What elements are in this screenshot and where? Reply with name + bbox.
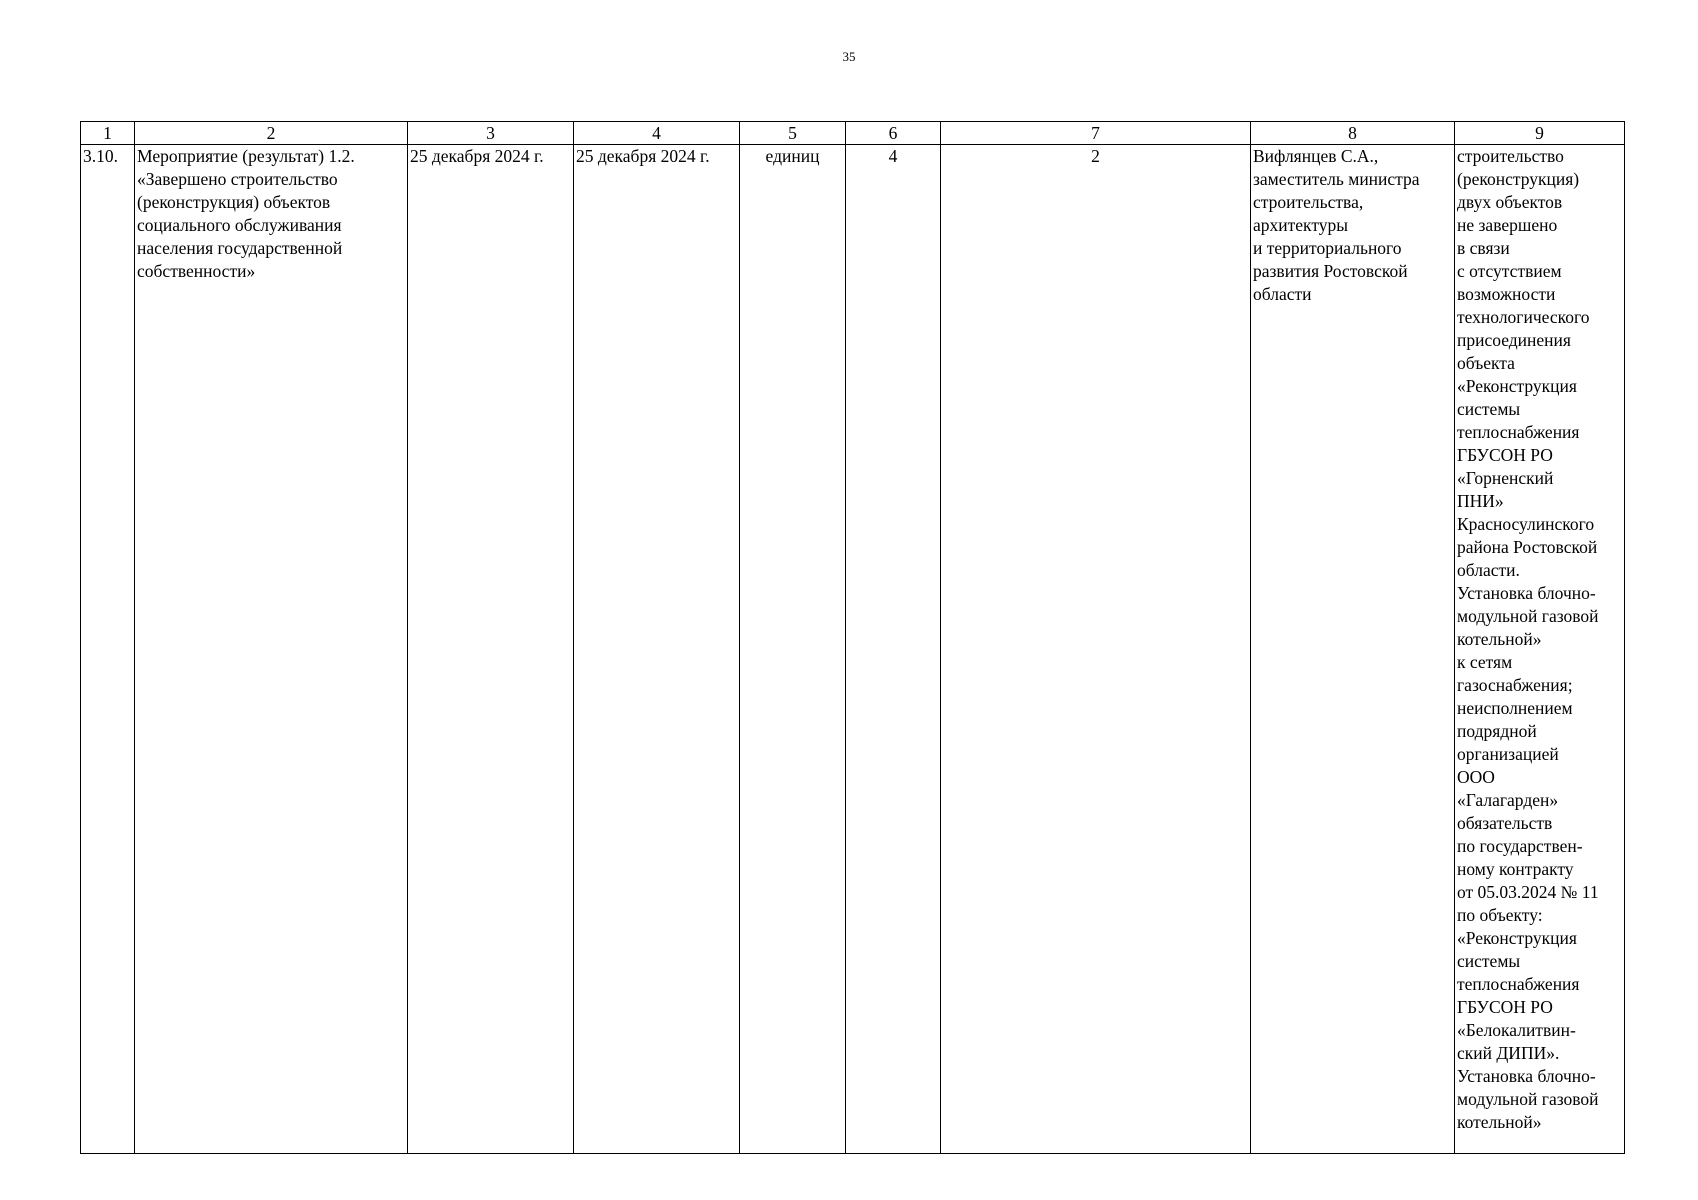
event-name-cell: Мероприятие (результат) 1.2. «Завершено строительство (реконструкция) объектов социального обслуживания населения государственной собственности» — [135, 145, 408, 1154]
column-header-8: 8 — [1251, 122, 1455, 145]
responsible-cell: Вифлянцев С.А., заместитель министра строительства, архитектуры и территориального развития Ростовской области — [1251, 145, 1455, 1154]
plan-value-cell: 4 — [846, 145, 941, 1154]
column-header-5: 5 — [740, 122, 846, 145]
column-header-2: 2 — [135, 122, 408, 145]
column-header-7: 7 — [941, 122, 1251, 145]
fact-value-cell: 2 — [941, 145, 1251, 1154]
page-number: 35 — [842, 49, 856, 64]
column-header-3: 3 — [408, 122, 574, 145]
table-header-row — [81, 122, 1625, 145]
column-header-4: 4 — [574, 122, 740, 145]
comment-cell: строительство (реконструкция) двух объектов не завершено в связи с отсутствием возможности технологического присоединения объекта «Реконструкция системы теплоснабжения ГБУСОН РО «Горненский ПНИ» Красносулинского района Ростовской области. Установка блочно- модульной газовой котельной» к сетям газоснабжения; неисполнением подрядной организацией ООО «Галагарден» обязательств по государствен- ному контракту от 05.03.2024 № 11 по объекту: «Реконструкция системы теплоснабжения ГБУСОН РО «Белокалитвин- ский ДИПИ». Установка блочно- модульной газовой котельной» — [1455, 145, 1625, 1154]
column-header-9: 9 — [1455, 122, 1625, 145]
report-table — [80, 121, 1625, 1154]
column-header-6: 6 — [846, 122, 941, 145]
row-number-cell: 3.10. — [81, 145, 135, 1154]
table-row — [81, 145, 1625, 1154]
column-header-1: 1 — [81, 122, 135, 145]
plan-date-cell: 25 декабря 2024 г. — [408, 145, 574, 1154]
unit-cell: единиц — [740, 145, 846, 1154]
fact-date-cell: 25 декабря 2024 г. — [574, 145, 740, 1154]
